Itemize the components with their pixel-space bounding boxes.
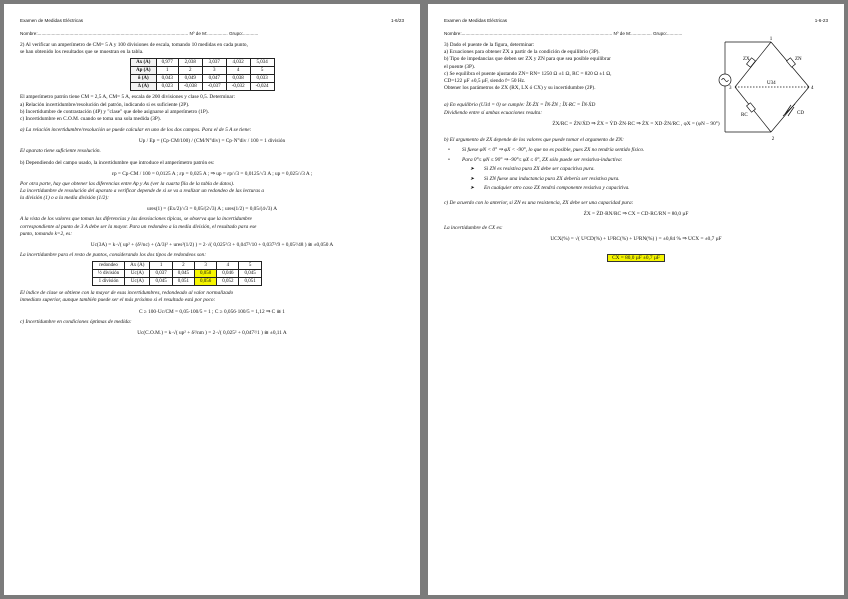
data-table-cell: 4 (226, 67, 250, 75)
question-3-line-7: Obtener los parámetros de ZX (RX, LX ó CX) y su incertidumbre (2P). (444, 85, 596, 92)
bridge-circuit-diagram (713, 30, 828, 145)
data-table-cell: 3,037 (202, 59, 226, 67)
question-2-text-cont: se han obtenido los resultados que se muestran en la tabla. (20, 49, 144, 56)
data-table-cell: 1 (156, 67, 178, 75)
rc-label: RC (741, 113, 748, 118)
data-table-cell: -0,032 (226, 83, 250, 91)
data-table (130, 58, 275, 91)
answer-b-text-6: punto, tomando k=2, es: (20, 230, 72, 237)
answer-a-result: El aparato tiene suficiente resolución. (20, 148, 101, 155)
uncertainty-table (92, 261, 262, 286)
p2-answer-c-text-2: La incertidumbre de CX es: (444, 225, 503, 232)
final-result-box: CX = 80,0 µF ±0,7 µF (607, 254, 665, 262)
p2-answer-c-equation: ŻX = ŻD·RN/RC ⇒ CX = CD·RC/RN = 80,0 µF (583, 211, 689, 218)
answer-b-text-4: A la vista de los valores que toman las diferencias y las desviaciones típicas, se observa que la incertidumbre (20, 216, 252, 223)
name-line: Nombre:...................................................................................................................... Nº de M:................ Grupo:............ (20, 31, 259, 36)
uncertainty-table-cell: 0,051 (239, 278, 261, 286)
uncertainty-table-cell: 0,045 (172, 270, 194, 278)
answer-b-text-8: El índice de clase se obtiene con la mayor de esas incertidumbres, redondeado al valor normalizado (20, 290, 234, 297)
answer-b-equation-3: Uc(3A) = k·√( up² + (δ²/nc) + (Δ/3)² + ures²(1/2) ) = 2·√( 0,025²/3 + 0,047²/10 + 0,037²/9 + 0,05²/48 ) ≅ ±0,050 A (90, 242, 334, 249)
name-line-2: Nombre:...................................................................................................................... Nº de M:................ Grupo:............ (444, 31, 683, 36)
p2-sub-item-3: ➤ En cualquier otro caso ZX tendrá componente resistiva y capacitiva. (444, 185, 828, 192)
p2-answer-a-equation: ŻX/RC = ŻN/ẊD ⇒ ŻX = ẎD·ŻN·RC ⇒ ŻX = XD·ŻN/RC , φX = (φN − 90°) (552, 120, 720, 127)
uncertainty-table-header-cell: Ax (A) (125, 262, 150, 270)
answer-b-text-3: la división (1) o a la media división (1/2): (20, 195, 109, 202)
patron-description: El amperímetro patrón tiene CM = 2,5 A, CM= 5 A, escala de 200 divisiones y clase 0,5. Determinar: (20, 94, 236, 101)
question-3-line-1: 3) Dado el puente de la figura, determinar: (444, 42, 535, 48)
uncertainty-table-cell: Uc(A) (125, 270, 150, 278)
p2-sub-item-2: ➤ Si ZN fuese una inductancia pura ZX debería ser resistiva pura. (444, 176, 828, 183)
answer-b-equation-2: ures(1) = (Ex/2)/√3 = 0,05/(2√3) A ; ures(1/2) = 0,05/(4√3) A (146, 206, 278, 213)
p2-answer-a-text: a) En equilibrio (U34 = 0) se cumple: ÎX·ŻX = ÎN·ŻN ; ÎX·RC = ÎN·ẊD (444, 102, 596, 109)
data-table-row (131, 75, 275, 83)
u34-label: U34 (767, 81, 776, 86)
data-table-row (131, 59, 275, 67)
data-table-cell: 0,977 (156, 59, 178, 67)
uncertainty-table-cell: 0,050 (194, 270, 216, 278)
item-c: c) Incertidumbre en C.O.M. cuando se toma una sola medida (3P). (20, 116, 161, 123)
answer-b-text-2: La incertidumbre de resolución del aparato a verificar depende de si se va a realizar un redondeo de las lecturas a (20, 188, 265, 195)
data-table-cell: 4,032 (226, 59, 250, 67)
item-a: a) Relación incertidumbre/resolución del patrón, indicando si es suficiente (2P). (20, 101, 190, 108)
uncertainty-table-cell: Uc(A) (125, 278, 150, 286)
node-4-label: 4 (811, 86, 814, 91)
page-header (20, 18, 404, 23)
data-table-row (131, 67, 275, 75)
uncertainty-table-header-cell: 1 (150, 262, 172, 270)
item-b: b) Incertidumbre de contrastación (4P) y "clase" que debe asignarse al amperímetro (1P). (20, 108, 209, 115)
answer-a-equation: Up / Ep = (Cp·CM/100) / (CM/N°div) = Cp·N°div / 100 = 1 división (138, 138, 286, 145)
node-3-label: 3 (729, 86, 732, 91)
question-2-text: 2) Al verificar un amperímetro de CM= 5 A y 100 divisiones de escala, tomando 10 medidas en cada punto, (20, 42, 248, 48)
p2-answer-c-equation-2: UCX(%) = √( U²CD(%) + U²RC(%) + U²RN(%) ) = ±0,84 % ⇒ UCX = ±0,7 µF (550, 236, 722, 243)
data-table-row-header: Ax (A) (131, 59, 157, 67)
answer-a-text: a) La relación incertidumbre/resolución se puede calcular en uno de los dos campos. Para el de 5 A se tiene: (20, 127, 252, 134)
p2-bullet-2: • Para 0°≤ φN ≤ 90° ⇒ -90°≤ φX ≤ 0°, ZX sólo puede ser resistiva-inductiva: (444, 157, 828, 164)
p2-bullet-1: • Si fuese φN < 0° ⇒ φX < -90°, lo que no es posible, pues ZX no tendría sentido físico. (444, 147, 828, 154)
header-page-number: 1-6/23 (390, 18, 404, 23)
page-1 (4, 4, 420, 595)
node-2-label: 2 (771, 137, 775, 142)
uncertainty-table-row (93, 278, 262, 286)
data-table-cell: 0,047 (202, 75, 226, 83)
data-table-cell: 2 (178, 67, 202, 75)
cd-label: CD (797, 111, 804, 116)
header-title: Examen de Medidas Eléctricas (20, 18, 84, 23)
data-table-cell: 0,038 (226, 75, 250, 83)
uncertainty-table-header (93, 262, 262, 270)
uncertainty-table-header-cell: 2 (172, 262, 194, 270)
data-table-cell: 2,038 (178, 59, 202, 67)
uncertainty-table-header-cell: redondeo (93, 262, 125, 270)
question-3-line-3: b) Tipo de impedancias que deben ser ZX y ZN para que sea posible equilibrar (444, 56, 611, 63)
zx-label: ZX (743, 57, 750, 62)
p2-answer-a-text-2: Dividiendo entre sí ambas ecuaciones resulta: (444, 109, 543, 116)
uncertainty-table-header-cell: 3 (194, 262, 216, 270)
answer-b-text-5: correspondiente al punto de 3 A debe ser la mayor. Para un redondeo a la media división, el resultado para ese (20, 223, 257, 230)
answer-b-equation: εp = Cp·CM / 100 = 0,0125 A ; εp = 0,025 A ; ⇒ up = εp/√3 = 0,0125/√3 A ; up = 0,025/√3 A ; (111, 170, 313, 177)
data-table-row-header: Δ (A) (131, 83, 157, 91)
uncertainty-table-cell: 0,045 (150, 278, 172, 286)
data-table-row-header: Ap (A) (131, 67, 157, 75)
uncertainty-table-cell: 0,037 (150, 270, 172, 278)
p2-answer-b-text: b) El argumento de ZX depende de los valores que puede tomar el argumento de ZN: (444, 136, 624, 143)
uncertainty-table-row (93, 270, 262, 278)
data-table-cell: 5 (250, 67, 274, 75)
header-title-2: Examen de Medidas Eléctricas (444, 18, 508, 23)
question-3-line-6: CD=122 µF ±0,5 µF, siendo f= 50 Hz. (444, 78, 526, 85)
data-table-cell: -0,038 (178, 83, 202, 91)
p2-answer-c-text: c) De acuerdo con lo anterior, si ZN es una resistencia, ZX debe ser una capacidad pura: (444, 200, 634, 207)
answer-b-equation-4: C ≥ 100·Uc/CM = 0,05·100/5 = 1 ; C ≥ 0,056·100/5 = 1,12 ⇒ C ≅ 1 (139, 308, 285, 315)
node-1-label: 1 (769, 37, 773, 42)
uncertainty-table-cell: ½ división (93, 270, 125, 278)
page-header-2 (444, 18, 828, 23)
uncertainty-table-header-cell: 4 (217, 262, 239, 270)
data-table-row-header: δ (A) (131, 75, 157, 83)
uncertainty-table-cell: 0,046 (217, 270, 239, 278)
answer-b-text-7: La incertidumbre para el resto de puntos, considerando los dos tipos de redondeos son: (20, 252, 206, 259)
uncertainty-table-cell: 1 división (93, 278, 125, 286)
question-3-line-4: el puente (3P). (444, 63, 476, 70)
answer-b-text-9: inmediato superior, aunque también puede ser el más próximo si el resultado está por poco: (20, 297, 216, 304)
answer-c-text: c) Incertidumbre en condiciones óptimas de medida: (20, 318, 132, 325)
data-table-cell: 0,049 (178, 75, 202, 83)
uncertainty-table-cell: 0,051 (172, 278, 194, 286)
question-3-line-5: c) Se equilibra el puente ajustando ZN= RN= 1250 Ω ±1 Ω, RC = 820 Ω ±1 Ω, (444, 70, 612, 77)
page-2 (428, 4, 844, 595)
answer-c-equation: Uc(C.O.M.) = k·√( up² + δ²/nm ) = 2·√( 0,025² + 0,047²/1 ) ≅ ±0,11 A (137, 329, 287, 336)
answer-b-text: b) Dependiendo del campo usado, la incertidumbre que introduce el amperímetro patrón es: (20, 159, 215, 166)
data-table-cell: 5,034 (250, 59, 274, 67)
data-table-cell: -0,037 (202, 83, 226, 91)
uncertainty-table-cell: 0,056 (194, 278, 216, 286)
uncertainty-table-cell: 0,045 (239, 270, 261, 278)
data-table-cell: 3 (202, 67, 226, 75)
zn-label: ZN (795, 57, 802, 62)
data-table-cell: 0,043 (156, 75, 178, 83)
data-table-cell: 0,033 (250, 75, 274, 83)
uncertainty-table-header-cell: 5 (239, 262, 261, 270)
header-page-number-2: 1-6-23 (814, 18, 828, 23)
p2-sub-item-1: ➤ Si ZN es resistiva pura ZX debe ser capacitiva pura. (444, 166, 828, 173)
data-table-cell: 0,023 (156, 83, 178, 91)
question-3-line-2: a) Ecuaciones para obtener ZX a partir de la condición de equilibrio (3P). (444, 49, 600, 56)
answer-b-text-1: Por otra parte, hay que obtener las diferencias entre Ap y Ax (ver la cuarta fila de la tabla de datos). (20, 180, 235, 187)
uncertainty-table-cell: 0,052 (217, 278, 239, 286)
data-table-cell: -0,024 (250, 83, 274, 91)
data-table-row (131, 83, 275, 91)
